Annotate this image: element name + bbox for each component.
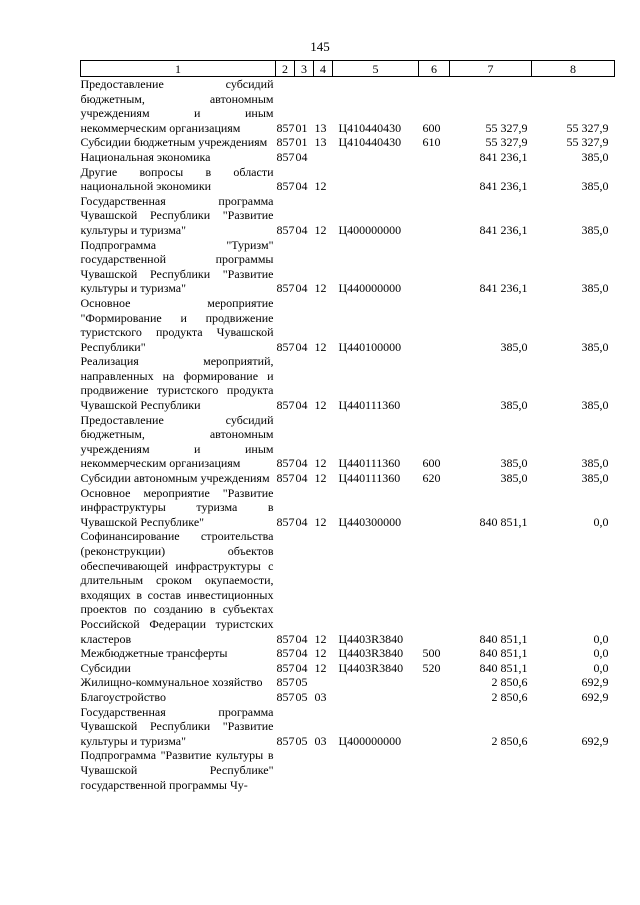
cell-amount-year-2: 385,0 xyxy=(581,179,609,194)
header-row xyxy=(81,61,615,77)
cell-item-name: Подпрограмма "Туризм" государственной программы Чувашской Республики "Развитие культуры и туризма" xyxy=(80,237,274,296)
cell-ministry-code xyxy=(276,748,295,792)
cell-amount-year-2: 692,9 xyxy=(581,733,609,748)
cell-expense-type-code xyxy=(419,690,450,705)
table-row xyxy=(81,690,615,705)
cell-target-article-code: Ц400000000 xyxy=(338,222,402,237)
cell-subsection-code xyxy=(314,675,333,690)
cell-expense-type-code xyxy=(419,675,450,690)
cell-item-name: Основное мероприятие "Развитие инфраструктуры туризма в Чувашской Республике" xyxy=(80,485,274,529)
cell-item-name: Межбюджетные трансферты xyxy=(80,646,228,661)
cell-ministry-code: 857 xyxy=(276,456,295,471)
cell-expense-type-code: 600 xyxy=(422,120,441,135)
cell-ministry-code: 857 xyxy=(276,514,295,529)
cell-subsection-code: 12 xyxy=(314,514,327,529)
cell-subsection-code: 12 xyxy=(314,456,327,471)
cell-ministry-code: 857 xyxy=(276,135,295,150)
cell-amount-year-2: 385,0 xyxy=(581,398,609,413)
cell-section-code: 04 xyxy=(295,222,308,237)
cell-amount-year-1: 385,0 xyxy=(500,398,528,413)
cell-amount-year-1: 840 851,1 xyxy=(479,646,528,661)
cell-amount-year-1: 841 236,1 xyxy=(479,222,528,237)
cell-expense-type-code: 610 xyxy=(422,135,441,150)
cell-expense-type-code: 520 xyxy=(422,660,441,675)
cell-amount-year-2: 0,0 xyxy=(593,646,609,661)
cell-subsection-code: 13 xyxy=(314,120,327,135)
table-row xyxy=(81,194,615,238)
cell-ministry-code: 857 xyxy=(276,660,295,675)
cell-target-article-code xyxy=(333,165,419,194)
table-row xyxy=(81,661,615,676)
cell-item-name: Государственная программа Чувашской Республики "Развитие культуры и туризма" xyxy=(80,704,274,748)
cell-amount-year-1: 55 327,9 xyxy=(485,120,528,135)
cell-section-code: 04 xyxy=(295,514,308,529)
column-header-7: 7 xyxy=(450,61,532,77)
cell-item-name: Субсидии xyxy=(80,660,131,675)
cell-item-name: Национальная экономика xyxy=(80,149,211,164)
cell-amount-year-2: 385,0 xyxy=(581,471,609,486)
table-row xyxy=(81,705,615,749)
column-header-5: 5 xyxy=(333,61,419,77)
cell-section-code: 04 xyxy=(295,456,308,471)
cell-expense-type-code xyxy=(419,150,450,165)
cell-amount-year-1: 385,0 xyxy=(500,339,528,354)
cell-subsection-code: 12 xyxy=(314,222,327,237)
column-header-4: 4 xyxy=(314,61,333,77)
cell-ministry-code: 857 xyxy=(276,149,295,164)
cell-amount-year-1: 385,0 xyxy=(500,471,528,486)
cell-amount-year-2 xyxy=(532,748,615,792)
cell-target-article-code: Ц440111360 xyxy=(338,398,401,413)
cell-target-article-code: Ц440100000 xyxy=(338,339,402,354)
cell-subsection-code: 03 xyxy=(314,733,327,748)
cell-target-article-code xyxy=(333,748,419,792)
cell-amount-year-2: 692,9 xyxy=(581,675,609,690)
cell-section-code: 04 xyxy=(295,149,308,164)
cell-target-article-code: Ц410440430 xyxy=(338,120,402,135)
cell-expense-type-code xyxy=(419,194,450,238)
cell-section-code: 04 xyxy=(295,281,308,296)
cell-subsection-code: 12 xyxy=(314,281,327,296)
cell-amount-year-1: 840 851,1 xyxy=(479,631,528,646)
cell-subsection-code: 13 xyxy=(314,135,327,150)
cell-item-name: Предоставление субсидий бюджетным, автономным учреждениям и иным некоммерческим организациям xyxy=(80,77,274,135)
cell-item-name: Подпрограмма "Развитие культуры в Чувашской Республике" государственной программы Чу- xyxy=(80,748,274,792)
cell-section-code: 04 xyxy=(295,339,308,354)
cell-item-name: Другие вопросы в области национальной экономики xyxy=(80,164,274,194)
cell-subsection-code: 12 xyxy=(314,398,327,413)
cell-amount-year-1: 841 236,1 xyxy=(479,149,528,164)
cell-target-article-code: Ц4403R3840 xyxy=(338,660,404,675)
cell-item-name: Реализация мероприятий, направленных на формирование и продвижение туристского продукта Чувашской Республики xyxy=(80,354,274,413)
cell-expense-type-code xyxy=(419,486,450,530)
cell-amount-year-1: 55 327,9 xyxy=(485,135,528,150)
cell-target-article-code xyxy=(333,150,419,165)
table-row xyxy=(81,238,615,296)
cell-item-name: Государственная программа Чувашской Республики "Развитие культуры и туризма" xyxy=(80,193,274,237)
cell-section-code: 04 xyxy=(295,660,308,675)
cell-subsection-code: 12 xyxy=(314,339,327,354)
cell-ministry-code: 857 xyxy=(276,179,295,194)
cell-target-article-code: Ц440111360 xyxy=(338,471,401,486)
cell-subsection-code: 12 xyxy=(314,631,327,646)
cell-amount-year-1: 2 850,6 xyxy=(491,675,528,690)
budget-table xyxy=(80,60,615,792)
cell-section-code: 04 xyxy=(295,179,308,194)
table-body xyxy=(81,77,615,793)
cell-expense-type-code xyxy=(419,354,450,412)
cell-target-article-code xyxy=(333,690,419,705)
cell-section-code: 05 xyxy=(295,675,308,690)
cell-amount-year-2: 385,0 xyxy=(581,456,609,471)
cell-target-article-code: Ц410440430 xyxy=(338,135,402,150)
cell-subsection-code: 03 xyxy=(314,689,327,704)
cell-ministry-code: 857 xyxy=(276,675,295,690)
cell-item-name: Субсидии автономным учреждениям xyxy=(80,471,270,486)
cell-subsection-code xyxy=(314,748,333,792)
cell-amount-year-1: 385,0 xyxy=(500,456,528,471)
cell-expense-type-code: 600 xyxy=(422,456,441,471)
cell-subsection-code: 12 xyxy=(314,646,327,661)
cell-section-code: 04 xyxy=(295,646,308,661)
cell-subsection-code: 12 xyxy=(314,660,327,675)
cell-ministry-code: 857 xyxy=(276,471,295,486)
cell-ministry-code: 857 xyxy=(276,339,295,354)
cell-ministry-code: 857 xyxy=(276,398,295,413)
cell-target-article-code: Ц440300000 xyxy=(338,514,402,529)
cell-amount-year-1: 2 850,6 xyxy=(491,689,528,704)
cell-expense-type-code xyxy=(419,165,450,194)
cell-subsection-code: 12 xyxy=(314,179,327,194)
table-row xyxy=(81,675,615,690)
cell-item-name: Благоустройство xyxy=(80,689,167,704)
cell-ministry-code: 857 xyxy=(276,646,295,661)
cell-item-name: Предоставление субсидий бюджетным, автономным учреждениям и иным некоммерческим организациям xyxy=(80,412,274,471)
cell-amount-year-2: 385,0 xyxy=(581,149,609,164)
cell-target-article-code: Ц440111360 xyxy=(338,456,401,471)
cell-section-code: 04 xyxy=(295,398,308,413)
cell-amount-year-2: 55 327,9 xyxy=(566,135,609,150)
cell-expense-type-code xyxy=(419,238,450,296)
cell-subsection-code xyxy=(314,150,333,165)
page-number: 145 xyxy=(310,39,330,54)
cell-ministry-code: 857 xyxy=(276,733,295,748)
column-header-3: 3 xyxy=(295,61,314,77)
cell-ministry-code: 857 xyxy=(276,120,295,135)
cell-item-name: Основное мероприятие "Формирование и продвижение туристского продукта Чувашской Республики" xyxy=(80,295,274,354)
cell-section-code: 04 xyxy=(295,471,308,486)
cell-amount-year-1 xyxy=(450,748,532,792)
cell-expense-type-code: 620 xyxy=(422,471,441,486)
cell-subsection-code: 12 xyxy=(314,471,327,486)
table-row xyxy=(81,748,615,792)
cell-ministry-code: 857 xyxy=(276,222,295,237)
table-row xyxy=(81,150,615,165)
cell-target-article-code: Ц4403R3840 xyxy=(338,631,404,646)
table-row xyxy=(81,135,615,150)
cell-ministry-code: 857 xyxy=(276,689,295,704)
cell-target-article-code: Ц440000000 xyxy=(338,281,402,296)
column-header-6: 6 xyxy=(419,61,450,77)
cell-amount-year-2: 692,9 xyxy=(581,689,609,704)
cell-target-article-code xyxy=(333,675,419,690)
cell-expense-type-code xyxy=(419,748,450,792)
table-row xyxy=(81,646,615,661)
table-row xyxy=(81,354,615,412)
cell-expense-type-code: 500 xyxy=(422,646,441,661)
cell-expense-type-code xyxy=(419,705,450,749)
table-row xyxy=(81,296,615,354)
cell-section-code: 01 xyxy=(295,135,308,150)
cell-target-article-code: Ц400000000 xyxy=(338,733,402,748)
cell-amount-year-1: 840 851,1 xyxy=(479,514,528,529)
cell-amount-year-1: 841 236,1 xyxy=(479,179,528,194)
column-header-8: 8 xyxy=(532,61,615,77)
cell-section-code: 05 xyxy=(295,689,308,704)
column-header-2: 2 xyxy=(276,61,295,77)
cell-amount-year-2: 0,0 xyxy=(593,631,609,646)
cell-ministry-code: 857 xyxy=(276,631,295,646)
cell-item-name: Жилищно-коммунальное хозяйство xyxy=(80,675,263,690)
cell-section-code xyxy=(295,748,314,792)
cell-section-code: 05 xyxy=(295,733,308,748)
table-row xyxy=(81,77,615,136)
cell-amount-year-2: 385,0 xyxy=(581,281,609,296)
table-row xyxy=(81,486,615,530)
cell-amount-year-1: 841 236,1 xyxy=(479,281,528,296)
cell-item-name: Софинансирование строительства (реконструкции) объектов обеспечивающей инфраструктуры с длительным сроком окупаемости, входящих в состав инвестиционных проектов по созданию в субъектах Российской Федерации туристских кластеров xyxy=(80,529,274,646)
cell-amount-year-1: 2 850,6 xyxy=(491,733,528,748)
table-row xyxy=(81,413,615,471)
table-row xyxy=(81,471,615,486)
cell-target-article-code: Ц4403R3840 xyxy=(338,646,404,661)
cell-amount-year-2: 0,0 xyxy=(593,514,609,529)
cell-amount-year-2: 55 327,9 xyxy=(566,120,609,135)
cell-amount-year-2: 0,0 xyxy=(593,660,609,675)
cell-expense-type-code xyxy=(419,529,450,646)
table-row xyxy=(81,529,615,646)
cell-item-name: Субсидии бюджетным учреждениям xyxy=(80,135,268,150)
table-header xyxy=(81,61,615,77)
table-row xyxy=(81,165,615,194)
column-header-1: 1 xyxy=(81,61,276,77)
cell-ministry-code: 857 xyxy=(276,281,295,296)
cell-amount-year-1: 840 851,1 xyxy=(479,660,528,675)
cell-section-code: 04 xyxy=(295,631,308,646)
cell-amount-year-2: 385,0 xyxy=(581,222,609,237)
cell-amount-year-2: 385,0 xyxy=(581,339,609,354)
cell-section-code: 01 xyxy=(295,120,308,135)
cell-expense-type-code xyxy=(419,296,450,354)
